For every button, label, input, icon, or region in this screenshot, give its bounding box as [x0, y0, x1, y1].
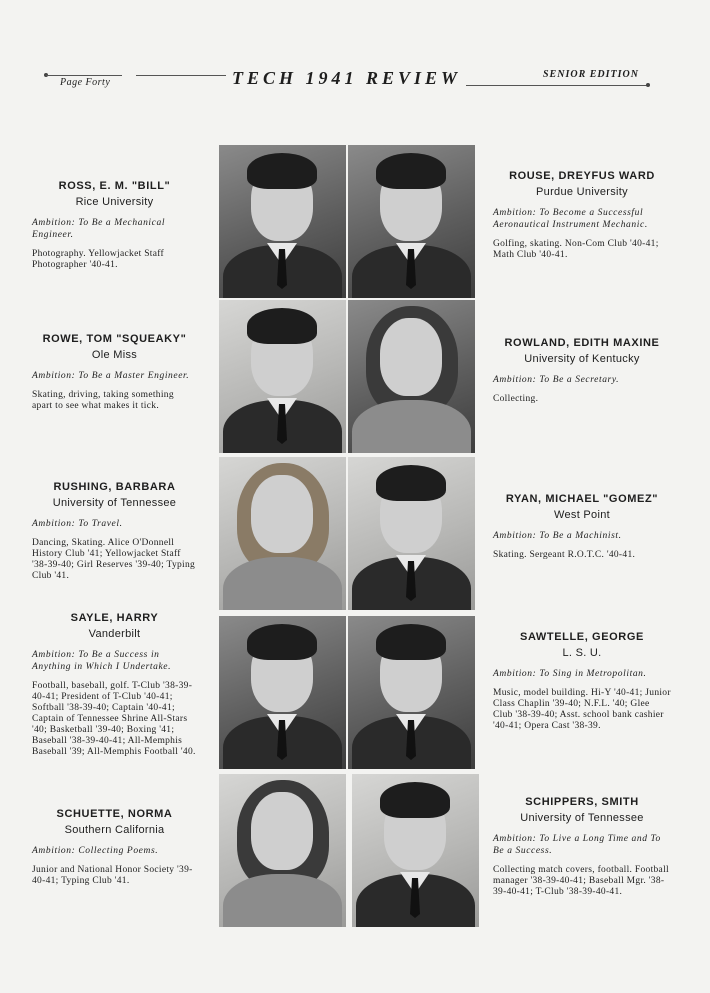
senior-entry-rowe — [32, 333, 197, 412]
senior-school: University of Tennessee — [520, 812, 644, 824]
senior-activities: Music, model building. Hi-Y '40-41; Junior Class Chaplin '39-40; N.F.L. '40; Glee Club '38-39-40; Asst. school bank cashier '40-41; Opera Cast '38-39. — [493, 688, 671, 731]
header-rule-right — [466, 85, 648, 86]
senior-entry-ross — [32, 180, 197, 271]
senior-ambition: Ambition: To Become a Successful Aeronautical Instrument Mechanic. — [493, 208, 648, 230]
portrait-rushing — [219, 457, 346, 610]
senior-name: RUSHING, BARBARA — [53, 481, 176, 493]
senior-activities: Collecting match covers, football. Football manager '38-39-40-41; Baseball Mgr. '38-39-40-41; T-Club '38-39-40-41. — [493, 865, 669, 897]
senior-name: RYAN, MICHAEL "GOMEZ" — [505, 493, 659, 505]
portrait-rowland — [348, 300, 475, 453]
portrait-rowe — [219, 300, 346, 453]
senior-entry-schippers — [493, 796, 671, 898]
senior-school: University of Tennessee — [52, 497, 177, 509]
edition-label: SENIOR EDITION — [543, 69, 639, 80]
senior-ambition: Ambition: To Be a Secretary. — [493, 375, 620, 385]
portrait-schippers — [352, 774, 479, 927]
page-title: TECH 1941 REVIEW — [232, 68, 462, 88]
header-rule-mid — [136, 75, 226, 76]
senior-ambition: Ambition: To Be a Master Engineer. — [32, 371, 190, 381]
senior-school: West Point — [554, 509, 610, 521]
senior-school: Ole Miss — [91, 349, 138, 361]
senior-name: SAWTELLE, GEORGE — [520, 631, 644, 643]
senior-activities: Football, baseball, golf. T-Club '38-39-40-41; President of T-Club '40-41; Softball '38-39-40; Captain '40-41; Captain of Tennessee Shrine All-Stars '40; Basketball '39-40; Boxing '41; Baseball '38-39-40-41; All-Memphis Baseball '39; All-Memphis Football '40. — [32, 681, 196, 757]
senior-ambition: Ambition: To Sing in Metropolitan. — [493, 669, 647, 679]
senior-entry-schuette — [32, 808, 197, 887]
portrait-schuette — [219, 774, 346, 927]
senior-activities: Golfing, skating. Non-Com Club '40-41; Math Club '40-41. — [493, 239, 659, 260]
senior-entry-rouse — [493, 170, 671, 261]
page-header — [0, 0, 710, 100]
senior-ambition: Ambition: To Live a Long Time and To Be a Success. — [493, 834, 661, 856]
portrait-sawtelle — [348, 616, 475, 769]
rule-ornament-right — [646, 83, 650, 87]
senior-school: Rice University — [75, 196, 154, 208]
senior-ambition: Ambition: To Be a Success in Anything in Which I Undertake. — [32, 650, 172, 672]
senior-name: ROWLAND, EDITH MAXINE — [504, 337, 660, 349]
senior-name: ROWE, TOM "SQUEAKY" — [42, 333, 187, 345]
senior-ambition: Ambition: To Travel. — [32, 519, 123, 529]
senior-name: ROSS, E. M. "BILL" — [58, 180, 171, 192]
senior-entry-rushing — [32, 481, 197, 582]
senior-name: ROUSE, DREYFUS WARD — [509, 170, 655, 182]
senior-ambition: Ambition: Collecting Poems. — [32, 846, 159, 856]
senior-ambition: Ambition: To Be a Machinist. — [493, 531, 622, 541]
senior-name: SCHUETTE, NORMA — [56, 808, 173, 820]
senior-activities: Skating. Sergeant R.O.T.C. '40-41. — [493, 550, 636, 560]
senior-activities: Dancing, Skating. Alice O'Donnell History Club '41; Yellowjacket Staff '38-39-40; Girl Reserves '39-40; Typing Club '41. — [32, 538, 196, 581]
senior-activities: Photography. Yellowjacket Staff Photographer '40-41. — [32, 249, 164, 270]
senior-name: SAYLE, HARRY — [70, 612, 159, 624]
senior-school: Vanderbilt — [88, 628, 141, 640]
senior-activities: Skating, driving, taking something apart to see what makes it tick. — [32, 390, 174, 411]
portrait-ryan — [348, 457, 475, 610]
senior-school: Southern California — [64, 824, 165, 836]
portrait-sayle — [219, 616, 346, 769]
senior-entry-sawtelle — [493, 631, 671, 732]
senior-activities: Junior and National Honor Society '39-40-41; Typing Club '41. — [32, 865, 193, 886]
portrait-rouse — [348, 145, 475, 298]
page-number: Page Forty — [60, 77, 111, 88]
senior-school: Purdue University — [536, 186, 628, 198]
senior-entry-rowland — [493, 337, 671, 405]
senior-entry-sayle — [32, 612, 197, 758]
senior-school: L. S. U. — [562, 647, 602, 659]
senior-entry-ryan — [493, 493, 671, 561]
header-rule-left — [46, 75, 122, 76]
portrait-ross — [219, 145, 346, 298]
senior-school: University of Kentucky — [524, 353, 640, 365]
senior-name: SCHIPPERS, SMITH — [525, 796, 639, 808]
senior-ambition: Ambition: To Be a Mechanical Engineer. — [32, 218, 166, 240]
senior-activities: Collecting. — [493, 394, 539, 404]
